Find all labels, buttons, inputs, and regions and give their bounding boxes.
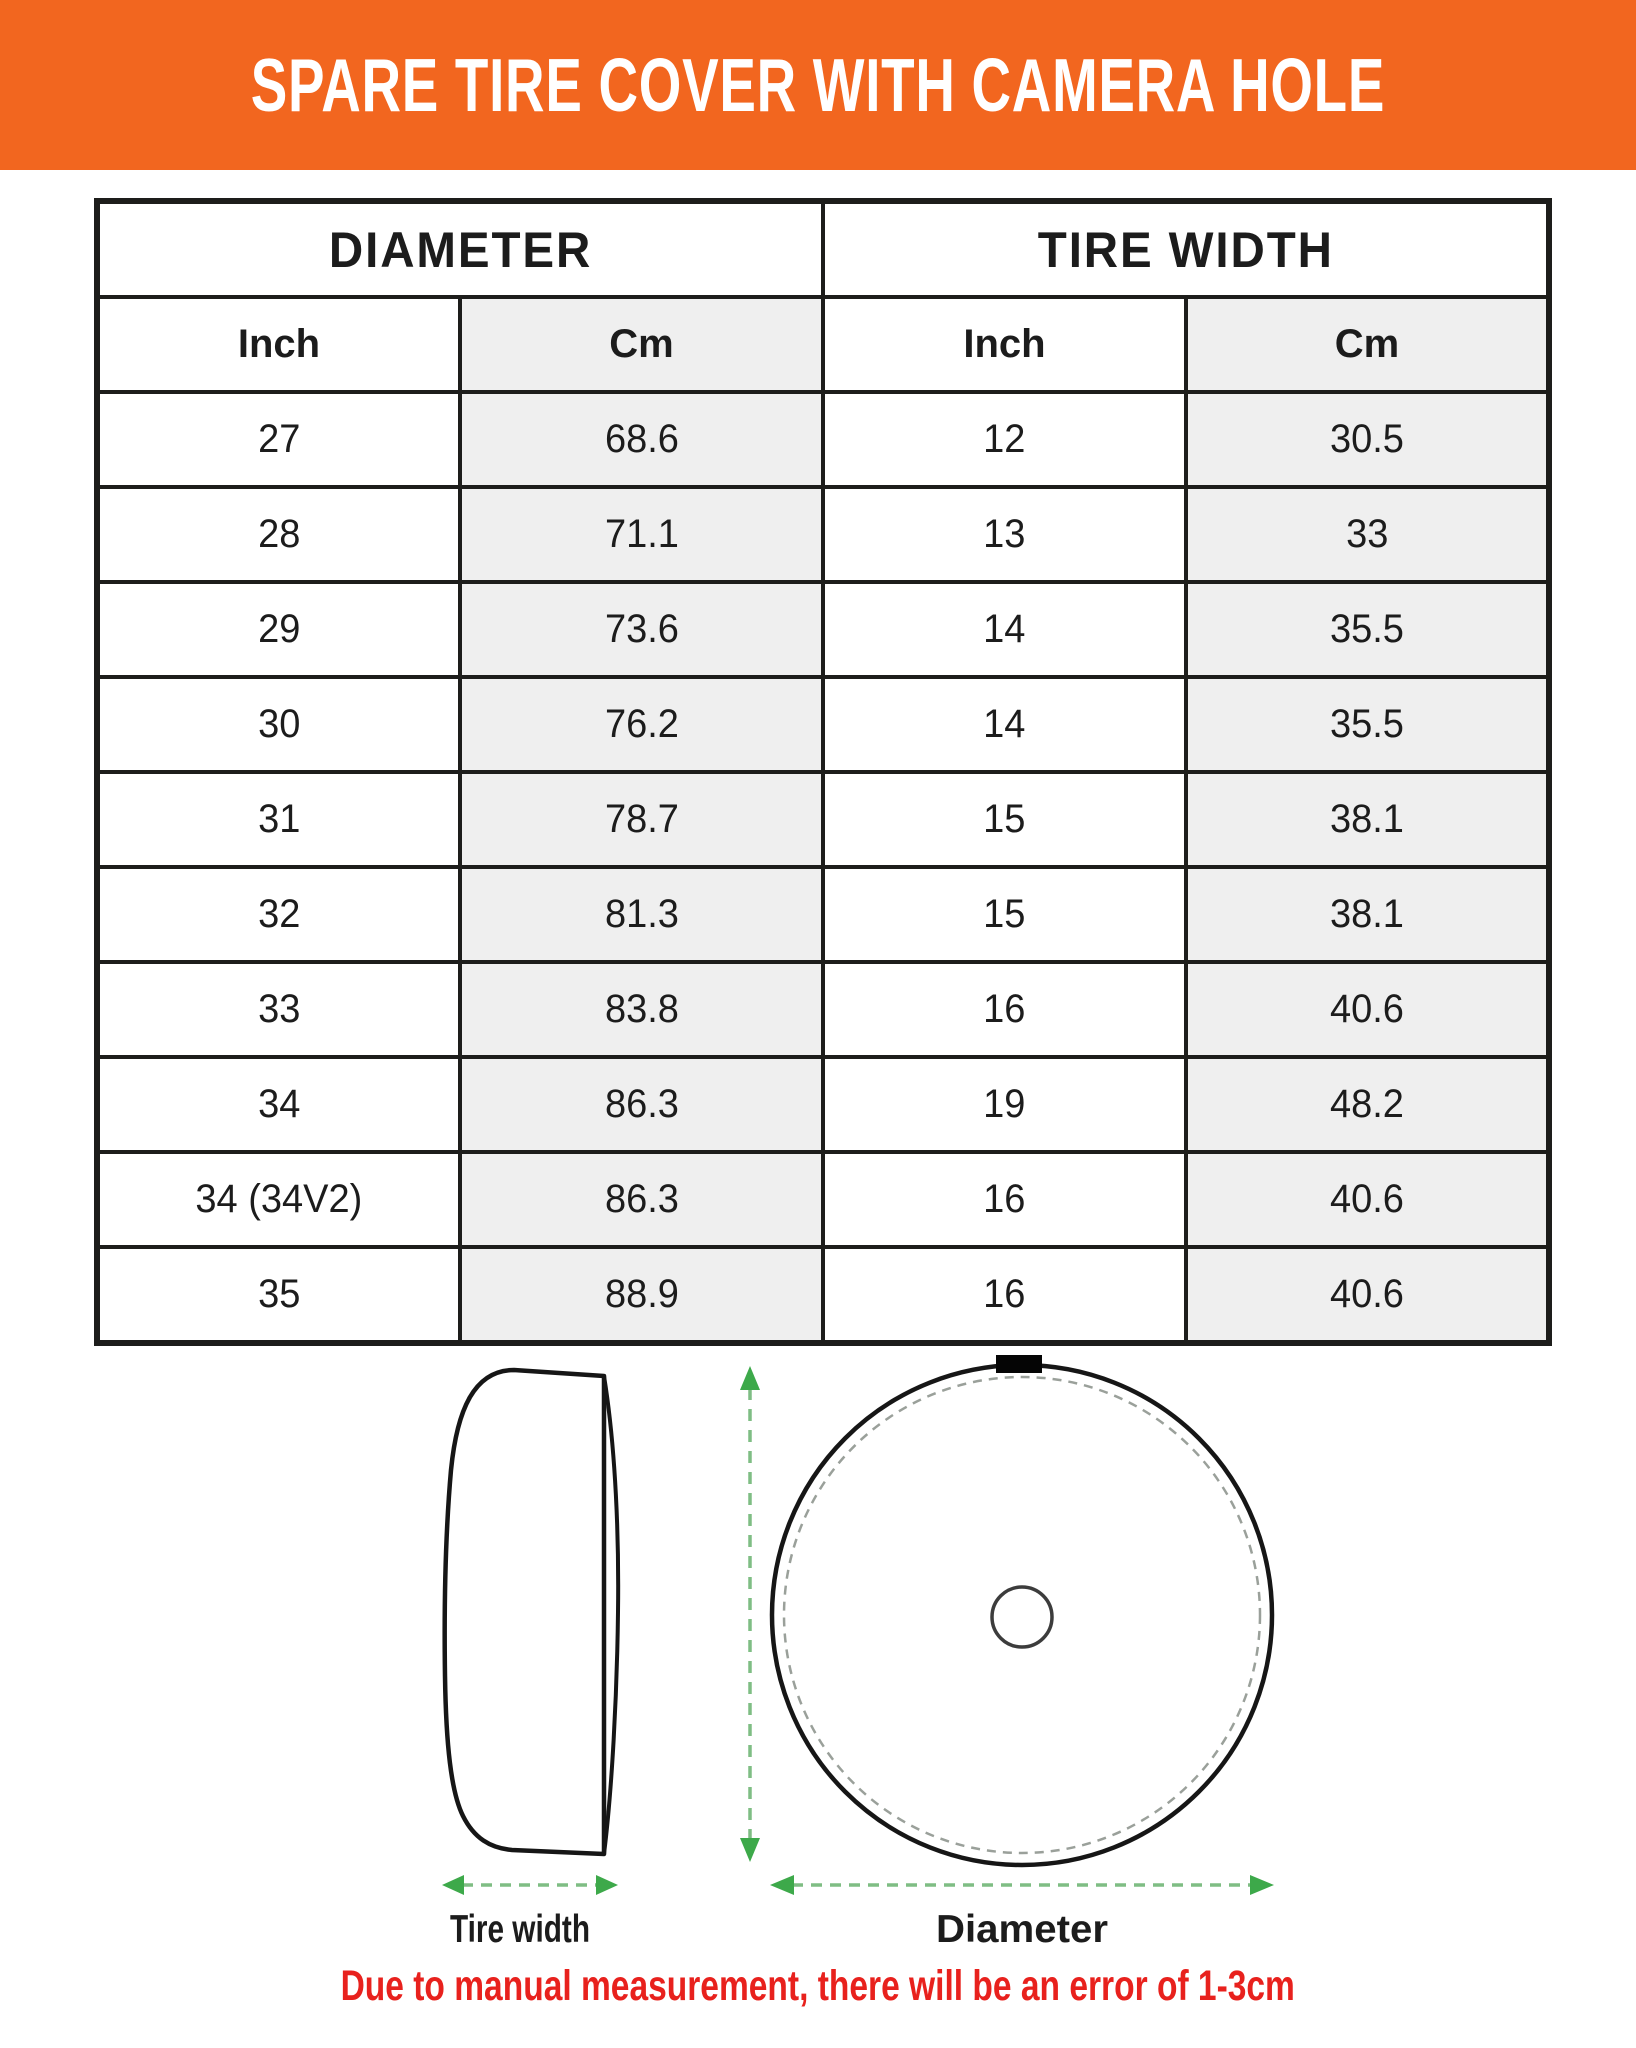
table-group-header-row — [97, 201, 1549, 297]
vertical-diameter-arrow — [740, 1366, 760, 1862]
table-cell: 15 — [823, 772, 1186, 867]
tire-width-label: Tire width — [450, 1908, 590, 1951]
table-cell: 35.5 — [1186, 677, 1549, 772]
table-cell: 12 — [823, 392, 1186, 487]
table-cell: 30 — [97, 677, 460, 772]
table-cell: 14 — [823, 677, 1186, 772]
banner — [0, 0, 1636, 170]
table-row — [97, 677, 1549, 772]
column-group-diameter: DIAMETER — [97, 201, 823, 297]
tire-front-view-illustration — [772, 1355, 1272, 1865]
tire-width-arrow — [442, 1875, 618, 1895]
table-cell: 71.1 — [460, 487, 823, 582]
tire-measurement-diagram — [0, 1340, 1636, 1980]
table-cell: 86.3 — [460, 1057, 823, 1152]
table-cell: 40.6 — [1186, 962, 1549, 1057]
table-row — [97, 867, 1549, 962]
table-cell: 40.6 — [1186, 1152, 1549, 1247]
table-cell: 16 — [823, 962, 1186, 1057]
table-row — [97, 962, 1549, 1057]
table-cell: 33 — [1186, 487, 1549, 582]
table-row — [97, 1247, 1549, 1343]
table-cell: 73.6 — [460, 582, 823, 677]
table-cell: 83.8 — [460, 962, 823, 1057]
table-cell: 29 — [97, 582, 460, 677]
table-cell: 48.2 — [1186, 1057, 1549, 1152]
table-row — [97, 392, 1549, 487]
diameter-arrow — [770, 1875, 1274, 1895]
table-cell: 31 — [97, 772, 460, 867]
tire-side-view-illustration — [445, 1370, 619, 1854]
table-cell: 88.9 — [460, 1247, 823, 1343]
table-cell: 33 — [97, 962, 460, 1057]
column-group-tire-width: TIRE WIDTH — [823, 201, 1549, 297]
table-cell: 78.7 — [460, 772, 823, 867]
table-cell: 35 — [97, 1247, 460, 1343]
table-cell: 27 — [97, 392, 460, 487]
table-cell: 19 — [823, 1057, 1186, 1152]
table-cell: 32 — [97, 867, 460, 962]
table-row — [97, 1057, 1549, 1152]
table-cell: 68.6 — [460, 392, 823, 487]
size-table — [94, 198, 1552, 1346]
table-cell: 35.5 — [1186, 582, 1549, 677]
subheader-diameter-cm: Cm — [460, 297, 823, 392]
subheader-diameter-inch: Inch — [97, 297, 460, 392]
table-row — [97, 487, 1549, 582]
table-cell: 40.6 — [1186, 1247, 1549, 1343]
table-cell: 34 — [97, 1057, 460, 1152]
table-cell: 86.3 — [460, 1152, 823, 1247]
table-cell: 15 — [823, 867, 1186, 962]
table-cell: 34 (34V2) — [97, 1152, 460, 1247]
table-row — [97, 772, 1549, 867]
subheader-tire-width-inch: Inch — [823, 297, 1186, 392]
diameter-label: Diameter — [936, 1908, 1108, 1951]
page-title: SPARE TIRE COVER WITH CAMERA HOLE — [250, 43, 1386, 127]
table-cell: 81.3 — [460, 867, 823, 962]
table-subheader-row — [97, 297, 1549, 392]
table-cell: 30.5 — [1186, 392, 1549, 487]
table-cell: 28 — [97, 487, 460, 582]
table-cell: 16 — [823, 1152, 1186, 1247]
center-hub-circle — [992, 1587, 1052, 1647]
camera-hole-marker — [996, 1355, 1042, 1373]
table-row — [97, 1152, 1549, 1247]
table-cell: 16 — [823, 1247, 1186, 1343]
measurement-disclaimer: Due to manual measurement, there will be an error of 1-3cm — [340, 1962, 1296, 2010]
subheader-tire-width-cm: Cm — [1186, 297, 1549, 392]
table-cell: 38.1 — [1186, 867, 1549, 962]
table-cell: 13 — [823, 487, 1186, 582]
table-row — [97, 582, 1549, 677]
table-cell: 38.1 — [1186, 772, 1549, 867]
table-cell: 14 — [823, 582, 1186, 677]
table-cell: 76.2 — [460, 677, 823, 772]
